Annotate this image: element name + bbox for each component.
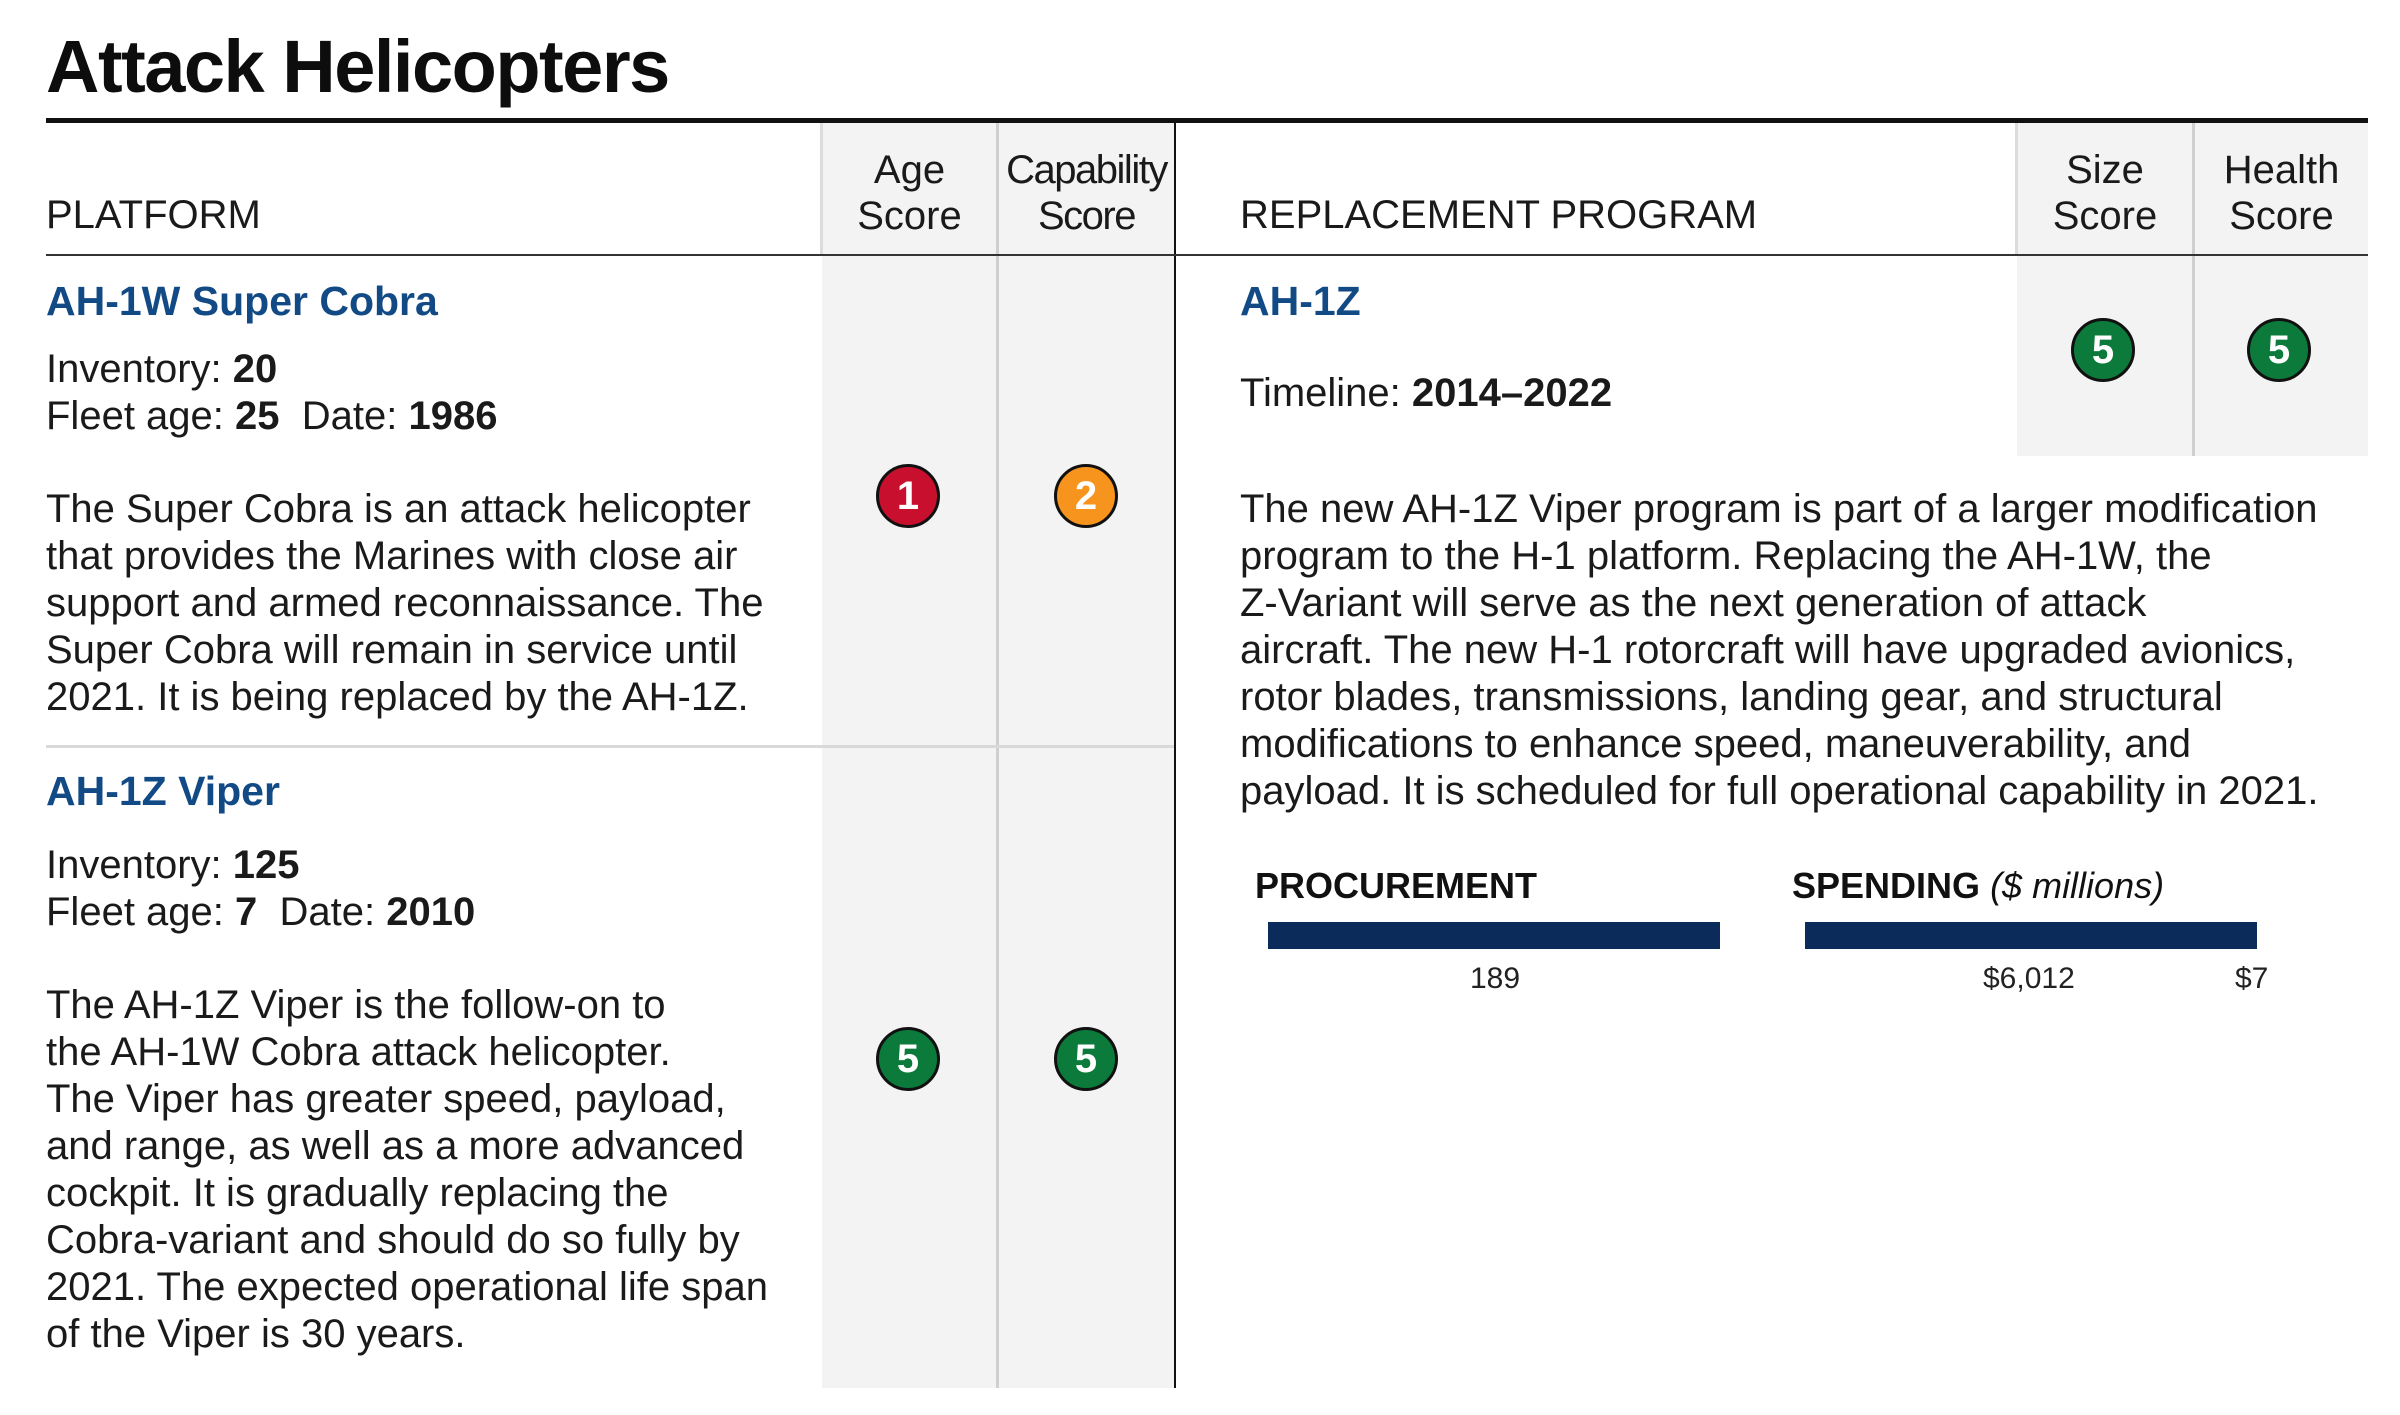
- fleet-age-line: [46, 889, 475, 936]
- inventory-label: Inventory:: [46, 347, 222, 391]
- health-score-header: [2195, 147, 2368, 239]
- description-line: payload. It is scheduled for full operational capability in 2021.: [1240, 769, 2319, 813]
- description-line: Super Cobra will remain in service until: [46, 628, 738, 672]
- description-line: The Super Cobra is an attack helicopter: [46, 487, 751, 531]
- capability-score-badge: 2: [1054, 464, 1118, 528]
- capability-score-header: [999, 147, 1174, 239]
- health-score-header-line1: Health: [2223, 148, 2340, 192]
- procurement-value: 189: [1470, 962, 1521, 995]
- header-rule-right: [1176, 254, 2368, 256]
- description-line: program to the H-1 platform. Replacing the AH-1W, the: [1240, 534, 2212, 578]
- inventory-label: Inventory:: [46, 843, 222, 887]
- age-score-column: [822, 123, 997, 1388]
- capability-score-badge: 5: [1054, 1027, 1118, 1091]
- platform-description: [46, 982, 806, 1358]
- inventory-line: [46, 346, 497, 393]
- spending-units: ($ millions): [1990, 865, 2165, 906]
- health-score-header-line2: Score: [2229, 194, 2334, 238]
- timeline-label: Timeline:: [1240, 371, 1401, 415]
- fleet-age-value: 25: [235, 394, 280, 438]
- timeline-line: [1240, 370, 1612, 417]
- description-line: aircraft. The new H-1 rotorcraft will have upgraded avionics,: [1240, 628, 2296, 672]
- age-score-badge: 1: [876, 464, 940, 528]
- health-score-badge: 5: [2247, 318, 2311, 382]
- age-score-header: [822, 147, 997, 239]
- age-score-header-line1: Age: [873, 148, 946, 192]
- spending-value: $6,012: [1983, 962, 2075, 995]
- fleet-age-value: 7: [235, 890, 258, 934]
- description-line: that provides the Marines with close air: [46, 534, 738, 578]
- spending-bar: [1805, 922, 2257, 949]
- size-score-badge: 5: [2071, 318, 2135, 382]
- inventory-value: 20: [232, 347, 278, 391]
- timeline-value: 2014–2022: [1411, 371, 1613, 415]
- replacement-program-header: REPLACEMENT PROGRAM: [1240, 193, 1758, 237]
- description-line: cockpit. It is gradually replacing the: [46, 1171, 669, 1215]
- date-label: Date:: [279, 890, 376, 934]
- description-line: The Viper has greater speed, payload,: [46, 1077, 726, 1121]
- inventory-line: [46, 842, 475, 889]
- fleet-age-line: [46, 393, 497, 440]
- description-line: support and armed reconnaissance. The: [46, 581, 764, 625]
- description-line: 2021. The expected operational life span: [46, 1265, 769, 1309]
- spending-value-secondary: $7: [2235, 962, 2269, 995]
- description-line: and range, as well as a more advanced: [46, 1124, 745, 1168]
- platform-header: PLATFORM: [46, 193, 261, 237]
- procurement-label: PROCUREMENT: [1255, 865, 1538, 906]
- date-value: 1986: [408, 394, 498, 438]
- description-line: The AH-1Z Viper is the follow-on to: [46, 983, 666, 1027]
- row-separator: [46, 745, 1174, 748]
- capability-score-header-line1: Capability: [1006, 148, 1167, 192]
- description-line: The new AH-1Z Viper program is part of a larger modification: [1240, 487, 2318, 531]
- procurement-bar: [1268, 922, 1720, 949]
- description-line: rotor blades, transmissions, landing gear, and structural: [1240, 675, 2223, 719]
- size-score-header-line2: Score: [2052, 194, 2158, 238]
- date-value: 2010: [386, 890, 476, 934]
- page-title: Attack Helicopters: [46, 25, 669, 108]
- fleet-age-label: Fleet age:: [46, 890, 224, 934]
- description-line: of the Viper is 30 years.: [46, 1312, 466, 1356]
- inventory-value: 125: [232, 843, 300, 887]
- replacement-description: [1240, 486, 2370, 815]
- header-rule-left: [46, 254, 1176, 256]
- fleet-age-label: Fleet age:: [46, 394, 224, 438]
- platform-meta: [46, 346, 497, 440]
- capability-score-header-line2: Score: [1038, 194, 1135, 238]
- description-line: Z-Variant will serve as the next generation of attack: [1240, 581, 2147, 625]
- description-line: Cobra-variant and should do so fully by: [46, 1218, 740, 1262]
- description-line: modifications to enhance speed, maneuverability, and: [1240, 722, 2191, 766]
- replacement-name: AH-1Z: [1240, 278, 1361, 324]
- description-line: the AH-1W Cobra attack helicopter.: [46, 1030, 671, 1074]
- table-divider: [1174, 123, 1176, 1388]
- platform-name: AH-1W Super Cobra: [46, 278, 438, 324]
- date-label: Date:: [301, 394, 398, 438]
- age-score-header-line2: Score: [857, 194, 962, 238]
- size-score-header: [2017, 147, 2193, 239]
- description-line: 2021. It is being replaced by the AH-1Z.: [46, 675, 749, 719]
- spending-label: SPENDING: [1792, 865, 1981, 906]
- capability-score-column: [999, 123, 1174, 1388]
- age-score-badge: 5: [876, 1027, 940, 1091]
- spending-label-group: [1792, 865, 2164, 907]
- platform-name: AH-1Z Viper: [46, 768, 280, 814]
- platform-meta: [46, 842, 475, 936]
- platform-description: [46, 486, 806, 721]
- size-score-header-line1: Size: [2066, 148, 2144, 192]
